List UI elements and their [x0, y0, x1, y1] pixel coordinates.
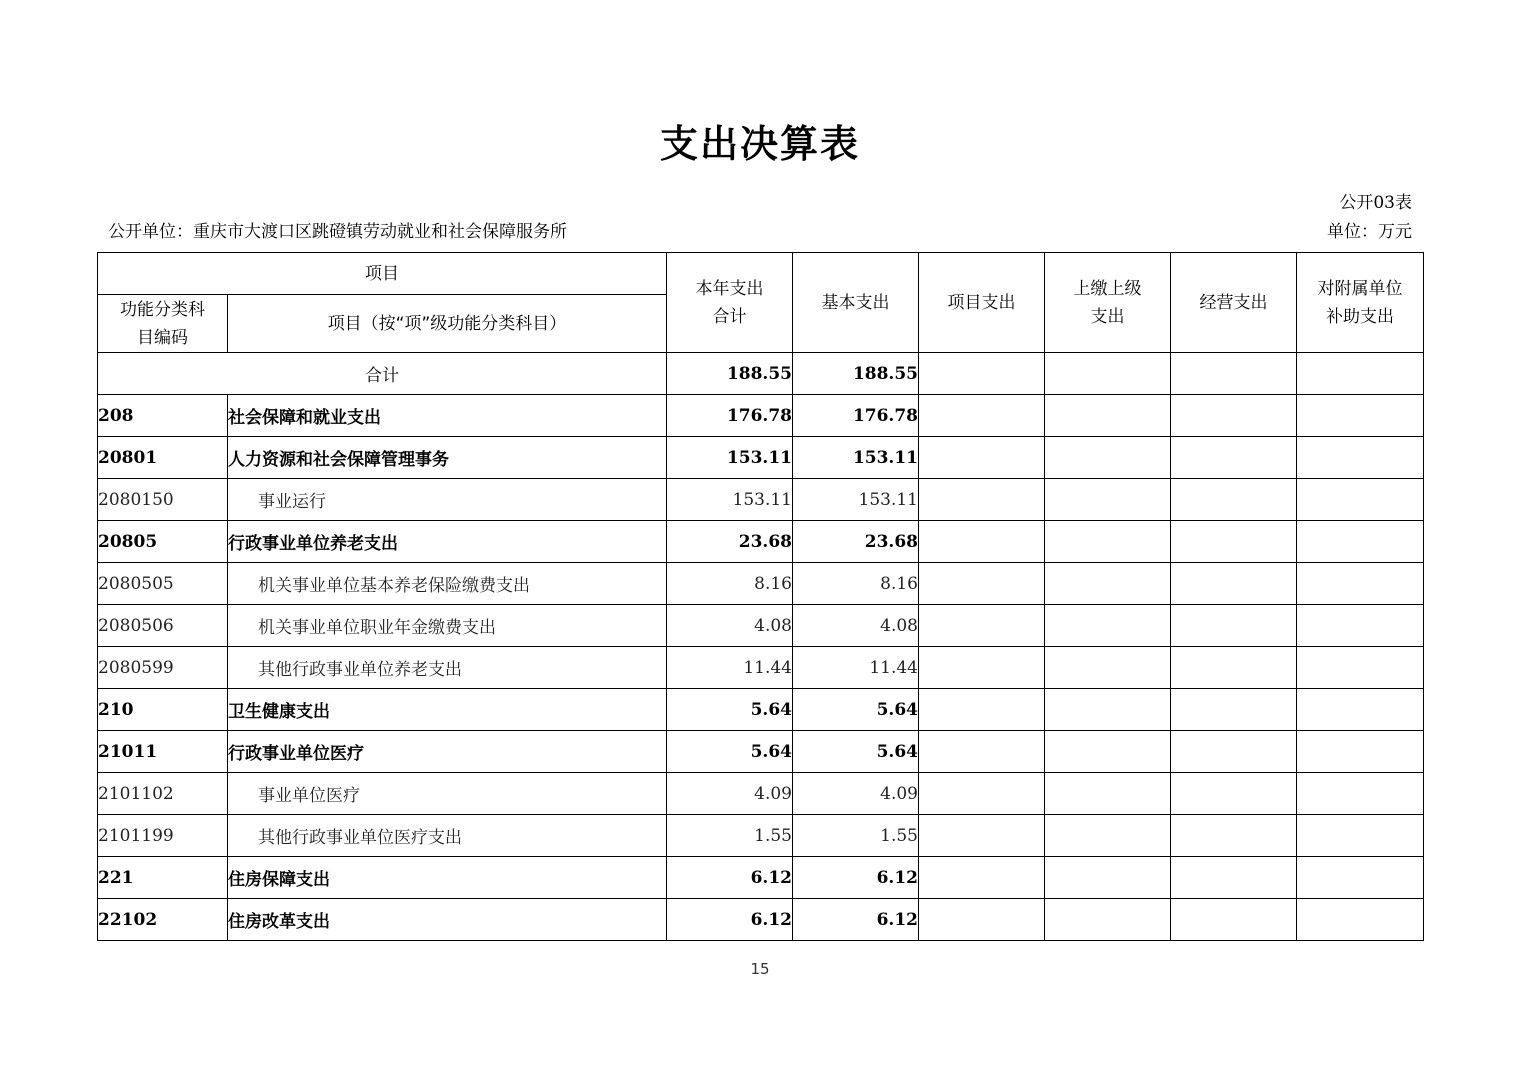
empty-cell: [1045, 605, 1171, 647]
total-cell-basic: 188.55: [793, 353, 919, 395]
row-code: 20805: [98, 521, 228, 563]
row-code: 208: [98, 395, 228, 437]
empty-cell: [1297, 689, 1424, 731]
row-total: 5.64: [667, 731, 793, 773]
empty-cell: [919, 353, 1045, 395]
table-row: [98, 899, 1424, 941]
row-basic: 176.78: [793, 395, 919, 437]
row-code: 2080150: [98, 479, 228, 521]
expenditure-table: [97, 252, 1424, 941]
reporting-unit: 公开单位：重庆市大渡口区跳磴镇劳动就业和社会保障服务所: [108, 222, 567, 242]
row-total: 6.12: [667, 899, 793, 941]
empty-cell: [1045, 479, 1171, 521]
row-code: 21011: [98, 731, 228, 773]
table-row: [98, 773, 1424, 815]
empty-cell: [1171, 353, 1297, 395]
empty-cell: [1297, 899, 1424, 941]
empty-cell: [1171, 773, 1297, 815]
row-code: 22102: [98, 899, 228, 941]
table-row: [98, 479, 1424, 521]
empty-cell: [1297, 353, 1424, 395]
empty-cell: [1045, 563, 1171, 605]
row-name: 事业单位医疗: [228, 773, 667, 815]
header-project-name: 项目（按“项”级功能分类科目）: [228, 295, 667, 353]
row-code: 210: [98, 689, 228, 731]
row-code: 20801: [98, 437, 228, 479]
row-basic: 11.44: [793, 647, 919, 689]
row-basic: 6.12: [793, 857, 919, 899]
header-subsidiary: 对附属单位补助支出: [1297, 253, 1424, 353]
header-basic: 基本支出: [793, 253, 919, 353]
empty-cell: [1297, 479, 1424, 521]
empty-cell: [1297, 395, 1424, 437]
row-basic: 153.11: [793, 479, 919, 521]
header-upper: 上缴上级支出: [1045, 253, 1171, 353]
empty-cell: [1171, 437, 1297, 479]
row-code: 2080506: [98, 605, 228, 647]
empty-cell: [1045, 815, 1171, 857]
empty-cell: [919, 815, 1045, 857]
table-row: [98, 647, 1424, 689]
empty-cell: [919, 899, 1045, 941]
table-row: [98, 857, 1424, 899]
empty-cell: [1045, 857, 1171, 899]
header-project-group: 项目: [98, 253, 667, 295]
empty-cell: [1045, 899, 1171, 941]
row-basic: 5.64: [793, 689, 919, 731]
empty-cell: [1297, 647, 1424, 689]
empty-cell: [1297, 815, 1424, 857]
table-row: [98, 521, 1424, 563]
row-name: 住房保障支出: [228, 857, 667, 899]
header-project-expense: 项目支出: [919, 253, 1045, 353]
header-func-code: 功能分类科目编码: [98, 295, 228, 353]
header-total: 本年支出合计: [667, 253, 793, 353]
total-cell-total: 188.55: [667, 353, 793, 395]
page-number: 15: [750, 960, 770, 978]
header-business: 经营支出: [1171, 253, 1297, 353]
row-code: 2101102: [98, 773, 228, 815]
empty-cell: [1171, 731, 1297, 773]
row-code: 221: [98, 857, 228, 899]
empty-cell: [919, 479, 1045, 521]
empty-cell: [1045, 353, 1171, 395]
row-basic: 153.11: [793, 437, 919, 479]
row-total: 8.16: [667, 563, 793, 605]
empty-cell: [1297, 731, 1424, 773]
empty-cell: [1045, 731, 1171, 773]
row-name: 机关事业单位基本养老保险缴费支出: [228, 563, 667, 605]
empty-cell: [1297, 857, 1424, 899]
empty-cell: [1045, 647, 1171, 689]
row-name: 其他行政事业单位养老支出: [228, 647, 667, 689]
form-number: 公开03表: [1339, 193, 1412, 213]
empty-cell: [1171, 647, 1297, 689]
empty-cell: [1171, 395, 1297, 437]
row-name: 其他行政事业单位医疗支出: [228, 815, 667, 857]
empty-cell: [1297, 605, 1424, 647]
row-total: 4.09: [667, 773, 793, 815]
empty-cell: [1045, 773, 1171, 815]
row-total: 5.64: [667, 689, 793, 731]
empty-cell: [1297, 773, 1424, 815]
row-name: 人力资源和社会保障管理事务: [228, 437, 667, 479]
empty-cell: [1171, 521, 1297, 563]
table-row: [98, 395, 1424, 437]
empty-cell: [1171, 689, 1297, 731]
table-row: [98, 815, 1424, 857]
empty-cell: [1297, 437, 1424, 479]
row-name: 机关事业单位职业年金缴费支出: [228, 605, 667, 647]
empty-cell: [919, 395, 1045, 437]
row-basic: 4.08: [793, 605, 919, 647]
row-total: 1.55: [667, 815, 793, 857]
empty-cell: [1045, 521, 1171, 563]
empty-cell: [1171, 857, 1297, 899]
empty-cell: [919, 689, 1045, 731]
row-total: 23.68: [667, 521, 793, 563]
empty-cell: [919, 731, 1045, 773]
row-basic: 23.68: [793, 521, 919, 563]
row-total: 6.12: [667, 857, 793, 899]
table-row: [98, 689, 1424, 731]
empty-cell: [1171, 563, 1297, 605]
table-row: [98, 437, 1424, 479]
empty-cell: [919, 437, 1045, 479]
row-name: 行政事业单位养老支出: [228, 521, 667, 563]
empty-cell: [919, 647, 1045, 689]
empty-cell: [919, 521, 1045, 563]
row-basic: 4.09: [793, 773, 919, 815]
row-name: 社会保障和就业支出: [228, 395, 667, 437]
empty-cell: [1171, 899, 1297, 941]
empty-cell: [919, 563, 1045, 605]
empty-cell: [1045, 437, 1171, 479]
empty-cell: [1297, 521, 1424, 563]
row-basic: 6.12: [793, 899, 919, 941]
empty-cell: [1171, 479, 1297, 521]
row-name: 行政事业单位医疗: [228, 731, 667, 773]
table-row: [98, 605, 1424, 647]
empty-cell: [1045, 689, 1171, 731]
row-total: 153.11: [667, 479, 793, 521]
page-title: 支出决算表: [659, 122, 860, 166]
table-row: [98, 563, 1424, 605]
total-label: 合计: [98, 353, 667, 395]
row-total: 176.78: [667, 395, 793, 437]
empty-cell: [1045, 395, 1171, 437]
row-code: 2101199: [98, 815, 228, 857]
empty-cell: [919, 773, 1045, 815]
row-name: 事业运行: [228, 479, 667, 521]
row-code: 2080505: [98, 563, 228, 605]
total-row: [98, 353, 1424, 395]
empty-cell: [1171, 815, 1297, 857]
empty-cell: [919, 605, 1045, 647]
row-basic: 1.55: [793, 815, 919, 857]
empty-cell: [1297, 563, 1424, 605]
row-basic: 5.64: [793, 731, 919, 773]
row-total: 4.08: [667, 605, 793, 647]
empty-cell: [919, 857, 1045, 899]
row-total: 11.44: [667, 647, 793, 689]
currency-unit: 单位：万元: [1327, 222, 1412, 242]
empty-cell: [1171, 605, 1297, 647]
row-basic: 8.16: [793, 563, 919, 605]
table-row: [98, 731, 1424, 773]
row-code: 2080599: [98, 647, 228, 689]
row-total: 153.11: [667, 437, 793, 479]
row-name: 卫生健康支出: [228, 689, 667, 731]
row-name: 住房改革支出: [228, 899, 667, 941]
